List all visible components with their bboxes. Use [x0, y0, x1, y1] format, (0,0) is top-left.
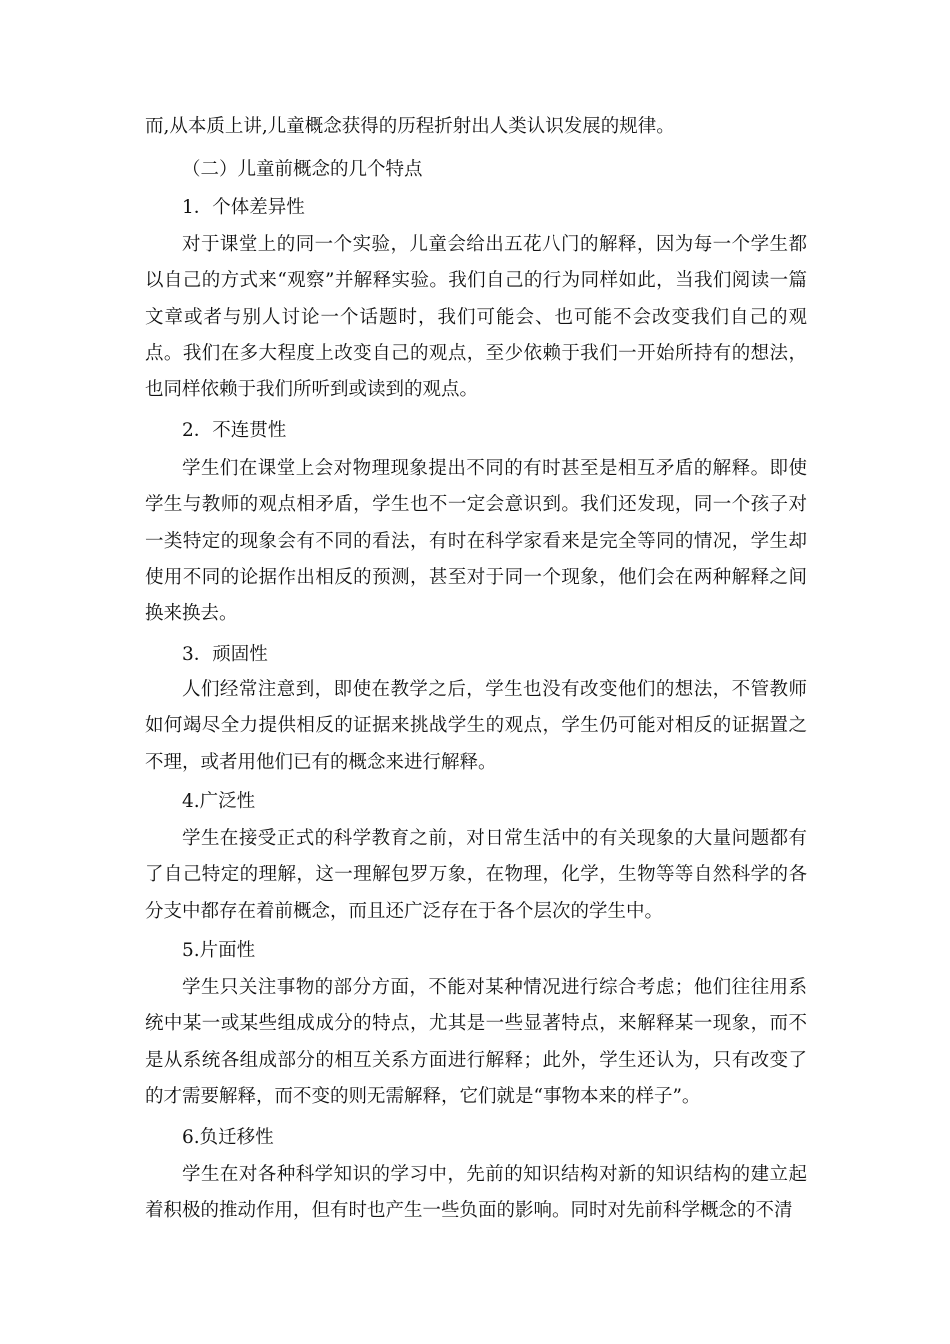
paragraph-incoherence: 学生们在课堂上会对物理现象提出不同的有时甚至是相互矛盾的解释。即使学生与教师的观点相矛盾，学生也不一定会意识到。我们还发现，同一个孩子对一类特定的现象会有不同的看法，有时在科学家看来是完全等同的情况，学生却使用不同的论据作出相反的预测，甚至对于同一个现象，他们会在两种解释之间换来换去。	[145, 458, 807, 625]
paragraph-individual-difference: 对于课堂上的同一个实验，儿童会给出五花八门的解释，因为每一个学生都以自己的方式来“观察”并解释实验。我们自己的行为同样如此，当我们阅读一篇文章或者与别人讨论一个话题时，我们可能会、也可能不会改变我们自己的观点。我们在多大程度上改变自己的观点，至少依赖于我们一开始所持有的想法，也同样依赖于我们所听到或读到的观点。	[145, 234, 807, 401]
paragraph-universality: 学生在接受正式的科学教育之前，对日常生活中的有关现象的大量问题都有了自己特定的理解，这一理解包罗万象，在物理，化学，生物等等自然科学的各分支中都存在着前概念，而且还广泛存在于各个层次的学生中。	[145, 828, 807, 922]
subheading-incoherence: 2．不连贯性	[182, 420, 287, 441]
subheading-individual-difference: 1．个体差异性	[182, 197, 305, 218]
paragraph-negative-transfer: 学生在对各种科学知识的学习中，先前的知识结构对新的知识结构的建立起着积极的推动作用，但有时也产生一些负面的影响。同时对先前科学概念的不清	[145, 1164, 807, 1222]
section-heading: （二）儿童前概念的几个特点	[182, 159, 423, 180]
continuation-paragraph: 而,从本质上讲,儿童概念获得的历程折射出人类认识发展的规律。	[145, 116, 675, 137]
subheading-universality: 4.广泛性	[182, 791, 256, 812]
paragraph-one-sidedness: 学生只关注事物的部分方面，不能对某种情况进行综合考虑；他们往往用系统中某一或某些组成成分的特点，尤其是一些显著特点，来解释某一现象，而不是从系统各组成部分的相互关系方面进行解释；此外，学生还认为，只有改变了的才需要解释，而不变的则无需解释，它们就是“事物本来的样子”。	[145, 977, 807, 1107]
subheading-one-sidedness: 5.片面性	[182, 940, 256, 961]
subheading-stubbornness: 3．顽固性	[182, 644, 268, 665]
paragraph-stubbornness: 人们经常注意到，即使在教学之后，学生也没有改变他们的想法，不管教师如何竭尽全力提供相反的证据来挑战学生的观点，学生仍可能对相反的证据置之不理，或者用他们已有的概念来进行解释。	[145, 679, 807, 773]
subheading-negative-transfer: 6.负迁移性	[182, 1127, 274, 1148]
